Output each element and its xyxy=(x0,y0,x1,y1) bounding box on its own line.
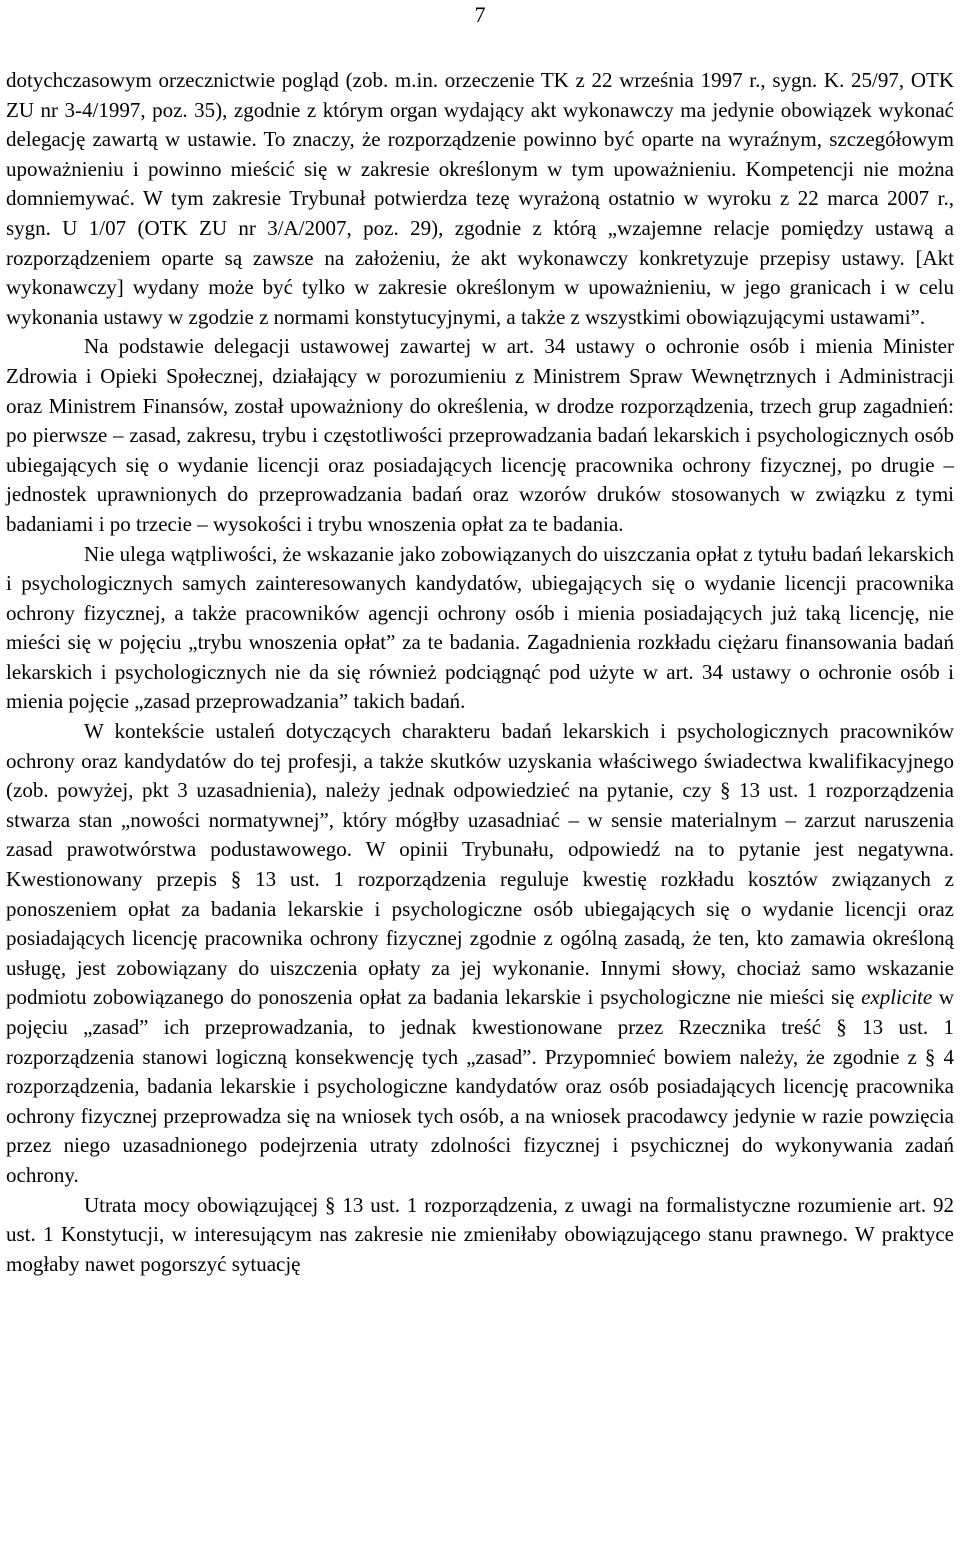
paragraph-3 xyxy=(6,540,954,718)
page-number: 7 xyxy=(474,2,486,27)
paragraph-text: dotychczasowym orzecznictwie pogląd (zob. m.in. orzeczenie TK z 22 września 1997 r., sygn. K. 25/97, OTK ZU nr 3-4/1997, poz. 35), zgodnie z którym organ wydający akt wykonawczy ma jedynie obowiązek wykonać delegację zawartą w ustawie. To znaczy, że rozporządzenie powinno być oparte na wyraźnym, szczegółowym upoważnieniu i powinno mieścić się w zakresie określonym w tym upoważnieniu. Kompetencji nie można domniemywać. W tym zakresie Trybunał potwierdza tezę wyrażoną ostatnio w wyroku z 22 marca 2007 r., sygn. U 1/07 (OTK ZU nr 3/A/2007, poz. 29), zgodnie z którą „wzajemne relacje pomiędzy ustawą a rozporządzeniem oparte są zawsze na założeniu, że akt wykonawczy konkretyzuje przepisy ustawy. [Akt wykonawczy] wydany może być tylko w zakresie określonym w upoważnieniu, w jego granicach i w celu wykonania ustawy w zgodzie z normami konstytucyjnymi, a także z wszystkimi obowiązującymi ustawami”. xyxy=(6,68,954,329)
paragraph-text: Utrata mocy obowiązującej § 13 ust. 1 rozporządzenia, z uwagi na formalistyczne rozumienie art. 92 ust. 1 Konstytucji, w interesującym nas zakresie nie zmieniłaby obowiązującego stanu prawnego. W praktyce mogłaby nawet pogorszyć sytuację xyxy=(6,1192,954,1276)
italic-term: explicite xyxy=(861,985,933,1010)
document-body xyxy=(6,66,954,1279)
paragraph-1 xyxy=(6,66,954,332)
paragraph-text: W kontekście ustaleń dotyczących charakteru badań lekarskich i psychologicznych pracowników ochrony oraz kandydatów do tej profesji, a także skutków uzyskania właściwego świadectwa kwalifikacyjnego (zob. powyżej, pkt 3 uzasadnienia), należy jednak odpowiedzieć na pytanie, czy § 13 ust. 1 rozporządzenia stwarza stan „nowości normatywnej”, który mógłby uzasadniać – w sensie materialnym – zarzut naruszenia zasad prawotwórstwa podustawowego. W opinii Trybunału, odpowiedź na to pytanie jest negatywna. Kwestionowany przepis § 13 ust. 1 rozporządzenia reguluje kwestię rozkładu kosztów związanych z ponoszeniem opłat za badania lekarskie i psychologiczne osób ubiegających się o wydanie licencji oraz posiadających licencję pracownika ochrony fizycznej zgodnie z ogólną zasadą, że ten, kto zamawia określoną usługę, jest zobowiązany do uiszczenia opłaty za jej wykonanie. Innymi słowy, chociaż samo wskazanie podmiotu zobowiązanego do ponoszenia opłat za badania lekarskie i psychologiczne nie mieści się xyxy=(6,719,954,1010)
paragraph-text-continued: w pojęciu „zasad” ich przeprowadzania, to jednak kwestionowane przez Rzecznika treść § 13 ust. 1 rozporządzenia stanowi logiczną konsekwencję tych „zasad”. Przypomnieć bowiem należy, że zgodnie z § 4 rozporządzenia, badania lekarskie i psychologiczne kandydatów oraz osób posiadających licencję pracownika ochrony fizycznej przeprowadza się na wniosek tych osób, a na wniosek pracodawcy jedynie w razie powzięcia przez niego uzasadnionego podejrzenia utraty zdolności fizycznej i psychicznej do wykonywania zadań ochrony. xyxy=(6,985,955,1187)
paragraph-2 xyxy=(6,332,954,539)
paragraph-text: Na podstawie delegacji ustawowej zawartej w art. 34 ustawy o ochronie osób i mienia Minister Zdrowia i Opieki Społecznej, działający w porozumieniu z Ministrem Spraw Wewnętrznych i Administracji oraz Ministrem Finansów, został upoważniony do określenia, w drodze rozporządzenia, trzech grup zagadnień: po pierwsze – zasad, zakresu, trybu i częstotliwości przeprowadzania badań lekarskich i psychologicznych osób ubiegających się o wydanie licencji oraz posiadających licencję pracownika ochrony fizycznej, po drugie – jednostek uprawnionych do przeprowadzania badań oraz wzorów druków stosowanych w związku z tymi badaniami i po trzecie – wysokości i trybu wnoszenia opłat za te badania. xyxy=(6,334,954,536)
paragraph-5 xyxy=(6,1191,954,1280)
paragraph-text: Nie ulega wątpliwości, że wskazanie jako zobowiązanych do uiszczania opłat z tytułu badań lekarskich i psychologicznych samych zainteresowanych kandydatów, ubiegających się o wydanie licencji pracownika ochrony fizycznej, a także pracowników agencji ochrony osób i mienia posiadających już taką licencję, nie mieści się w pojęciu „trybu wnoszenia opłat” za te badania. Zagadnienia rozkładu ciężaru finansowania badań lekarskich i psychologicznych nie da się również podciągnąć pod użyte w art. 34 ustawy o ochronie osób i mienia pojęcie „zasad przeprowadzania” takich badań. xyxy=(6,541,954,714)
paragraph-4 xyxy=(6,717,954,1191)
